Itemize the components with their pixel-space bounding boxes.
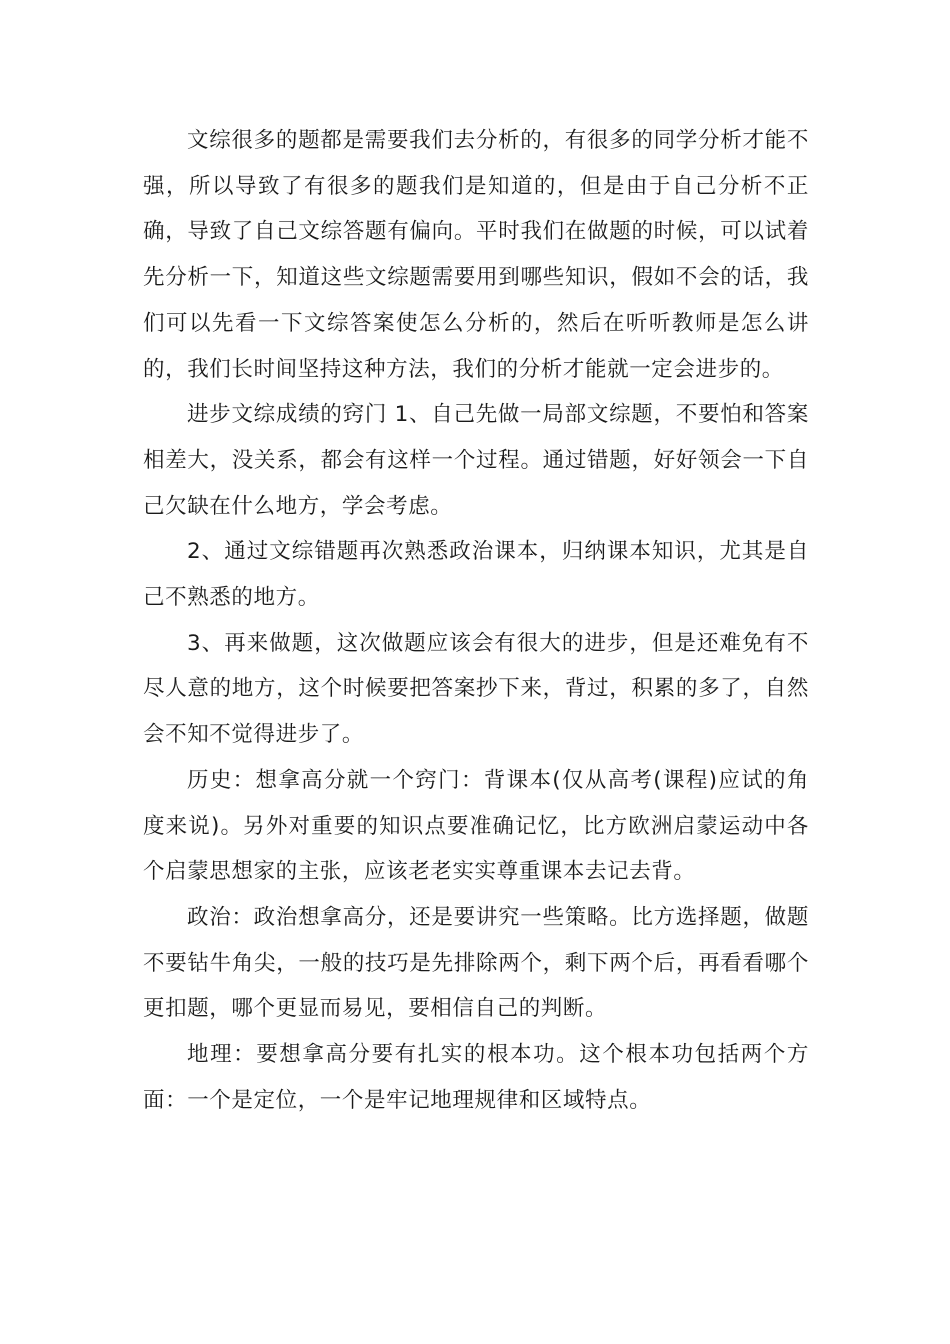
document-body <box>143 118 809 1123</box>
paragraph-politics: 政治：政治想拿高分，还是要讲究一些策略。比方选择题，做题不要钻牛角尖，一般的技巧是先排除两个，剩下两个后，再看看哪个更扣题，哪个更显而易见，要相信自己的判断。 <box>143 904 809 1022</box>
paragraph-tips-2: 2、通过文综错题再次熟悉政治课本，归纳课本知识，尤其是自己不熟悉的地方。 <box>143 539 809 611</box>
paragraph-tips-3: 3、再来做题，这次做题应该会有很大的进步，但是还难免有不尽人意的地方，这个时候要把答案抄下来，背过，积累的多了，自然会不知不觉得进步了。 <box>143 630 809 748</box>
paragraph-geography: 地理：要想拿高分要有扎实的根本功。这个根本功包括两个方面：一个是定位，一个是牢记地理规律和区域特点。 <box>143 1042 809 1113</box>
paragraph-tips-1: 进步文综成绩的窍门 1、自己先做一局部文综题，不要怕和答案相差大，没关系，都会有这样一个过程。通过错题，好好领会一下自己欠缺在什么地方，学会考虑。 <box>143 402 809 519</box>
paragraph-history: 历史：想拿高分就一个窍门：背课本(仅从高考(课程)应试的角度来说)。另外对重要的知识点要准确记忆，比方欧洲启蒙运动中各个启蒙思想家的主张，应该老老实实尊重课本去记去背。 <box>143 767 809 885</box>
paragraph-analysis: 文综很多的题都是需要我们去分析的，有很多的同学分析才能不强，所以导致了有很多的题我们是知道的，但是由于自己分析不正确，导致了自己文综答题有偏向。平时我们在做题的时候，可以试着先分析一下，知道这些文综题需要用到哪些知识，假如不会的话，我们可以先看一下文综答案使怎么分析的，然后在听听教师是怎么讲的，我们长时间坚持这种方法，我们的分析才能就一定会进步的。 <box>143 128 809 382</box>
